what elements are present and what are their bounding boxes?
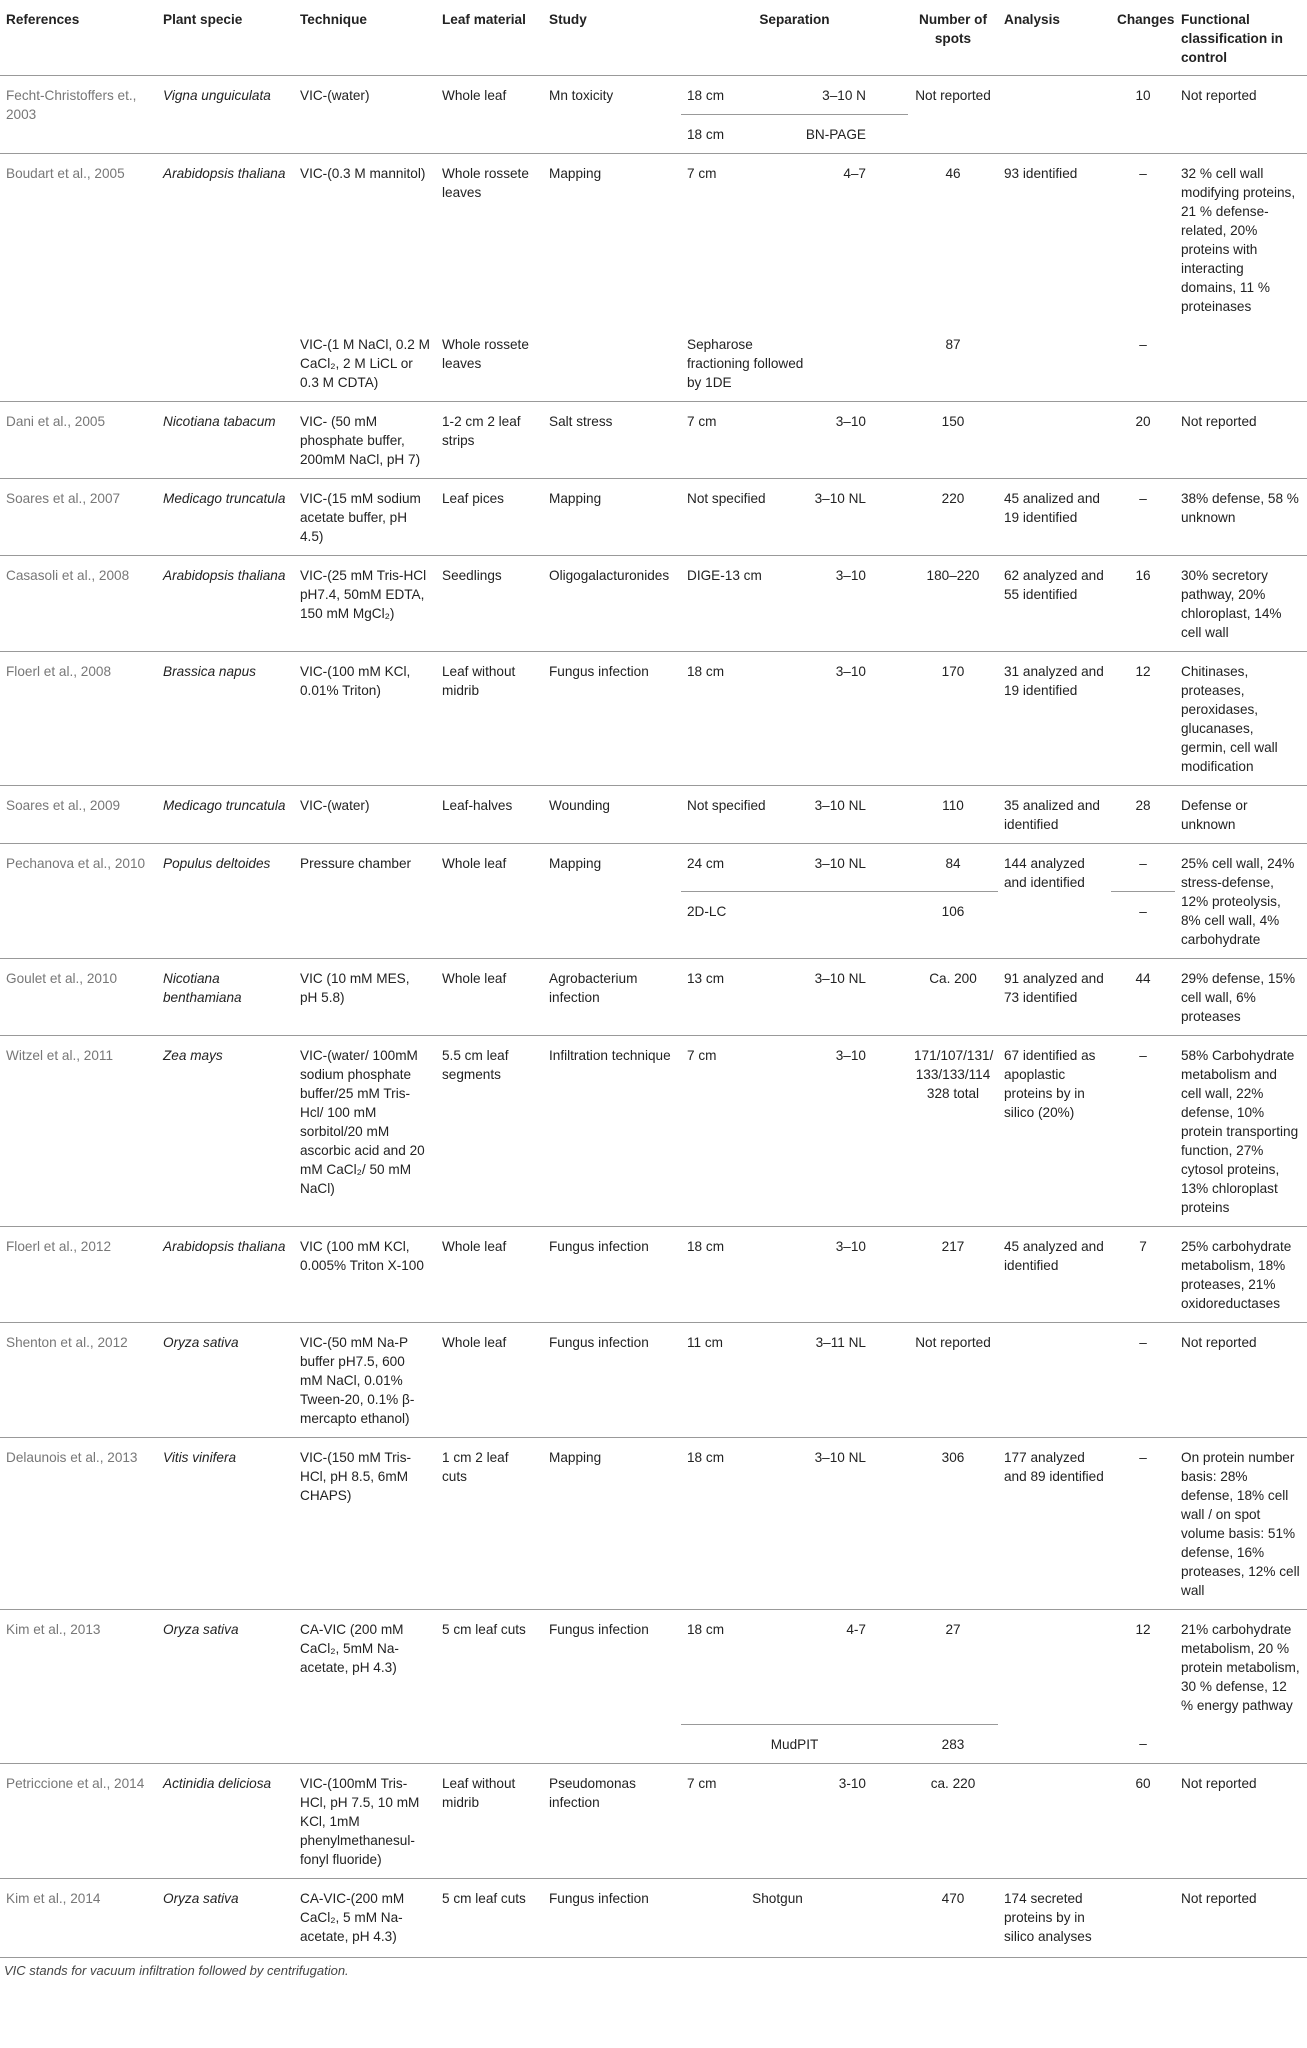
header-spots: Number of spots (908, 0, 998, 76)
technique-cell: VIC-(0.3 M mannitol) (294, 154, 436, 326)
study-cell: Wounding (543, 786, 681, 844)
separation-cell (681, 1610, 908, 1725)
changes-cell: – (1139, 904, 1147, 919)
plant-cell: Oryza sativa (157, 1878, 294, 1955)
spots-cell: 27 (908, 1610, 998, 1725)
spots-cell: 87 (945, 337, 961, 352)
spots-cell: ca. 220 (908, 1763, 998, 1878)
separation-length: Not specified (687, 798, 766, 813)
separation-range: 3–10 (835, 568, 866, 583)
leaf-cell: 5 cm leaf cuts (436, 1878, 543, 1955)
analysis-cell (998, 1610, 1111, 1764)
leaf-cell: Whole leaf (436, 1227, 543, 1323)
table-row (0, 844, 1307, 892)
changes-cell: – (1111, 154, 1175, 326)
plant-cell: Medicago truncatula (157, 479, 294, 556)
table-row (0, 402, 1307, 479)
plant-cell: Populus deltoides (157, 844, 294, 959)
reference-cell: Pechanova et al., 2010 (0, 844, 157, 959)
functional-cell: 25% cell wall, 24% stress-defense, 12% proteolysis, 8% cell wall, 4% carbohydrate (1175, 844, 1307, 959)
spots-cell: Ca. 200 (908, 959, 998, 1036)
study-cell: Infiltration technique (543, 1036, 681, 1227)
technique-cell: VIC-(100 mM KCl, 0.01% Triton) (294, 652, 436, 786)
plant-cell: Nicotiana benthamiana (157, 959, 294, 1036)
study-cell: Fungus infection (543, 1227, 681, 1323)
spots-cell: 171/107/131/ 133/133/114 328 total (908, 1036, 998, 1227)
technique-cell: VIC-(100mM Tris-HCl, pH 7.5, 10 mM KCl, 1mM phenylmethanesul-fonyl fluoride) (294, 1763, 436, 1878)
functional-cell: Not reported (1175, 1763, 1307, 1878)
separation-range: 3–10 NL (814, 1450, 866, 1465)
header-separation: Separation (681, 0, 908, 76)
table-footnote: VIC stands for vacuum infiltration followed by centrifugation. (4, 1963, 349, 1978)
reference-cell: Floerl et al., 2008 (0, 652, 157, 786)
spots-cell: 110 (908, 786, 998, 844)
leaf-cell: 1 cm 2 leaf cuts (436, 1438, 543, 1610)
separation-length: 11 cm (687, 1335, 724, 1350)
reference-cell: Goulet et al., 2010 (0, 959, 157, 1036)
separation-cell (681, 1036, 908, 1227)
reference-cell: Soares et al., 2009 (0, 786, 157, 844)
separation-cell (681, 1227, 908, 1323)
plant-cell: Nicotiana tabacum (157, 402, 294, 479)
separation-range: 4–7 (843, 166, 866, 181)
spots-cell: 283 (941, 1736, 965, 1752)
changes-cell: 12 (1111, 1610, 1175, 1725)
technique-cell: CA-VIC (200 mM CaCl₂, 5mM Na-acetate, pH 4.3) (294, 1610, 436, 1764)
analysis-cell (998, 76, 1111, 154)
separation-cell (681, 402, 908, 479)
spots-cell: 180–220 (908, 556, 998, 652)
study-cell: Mn toxicity (549, 88, 614, 103)
plant-cell: Brassica napus (157, 652, 294, 786)
plant-cell: Oryza sativa (157, 1610, 294, 1764)
technique-cell: Pressure chamber (294, 844, 436, 959)
table-row (0, 1610, 1307, 1725)
leaf-cell: Seedlings (436, 556, 543, 652)
separation-length: 13 cm (687, 971, 725, 986)
leaf-cell: Leaf pices (436, 479, 543, 556)
leaf-cell: Leaf-halves (436, 786, 543, 844)
separation-length: 18 cm (687, 664, 725, 679)
table-bottom-rule (0, 1957, 1307, 1958)
spots-cell: 470 (908, 1878, 998, 1955)
separation-range: 3–10 NL (814, 971, 866, 986)
technique-cell: VIC-(1 M NaCl, 0.2 M CaCl₂, 2 M LiCL or 0.3 M CDTA) (300, 337, 430, 390)
table-row (0, 154, 1307, 326)
spots-cell: 217 (908, 1227, 998, 1323)
analysis-cell: 35 analized and identified (998, 786, 1111, 844)
leaf-cell: Whole leaf (436, 844, 543, 959)
study-cell: Mapping (543, 844, 681, 959)
separation-cell (681, 479, 908, 556)
leaf-cell: Whole leaf (436, 959, 543, 1036)
reference-cell: Casasoli et al., 2008 (0, 556, 157, 652)
analysis-cell: 91 analyzed and 73 identified (998, 959, 1111, 1036)
separation-range: 4-7 (846, 1622, 866, 1637)
functional-cell: 38% defense, 58 % unknown (1175, 479, 1307, 556)
table-row (0, 1227, 1307, 1323)
plant-cell: Arabidopsis thaliana (157, 154, 294, 402)
separation-range: 3–10 (835, 1048, 866, 1063)
separation-method: BN-PAGE (805, 127, 866, 142)
separation-cell: 2D-LC (687, 904, 727, 919)
functional-cell: 32 % cell wall modifying proteins, 21 % defense-related, 20% proteins with interacting domains, 11 % proteinases (1175, 154, 1307, 326)
reference-cell: Soares et al., 2007 (0, 479, 157, 556)
spots-cell: 106 (941, 904, 965, 919)
functional-cell: 58% Carbohydrate metabolism and cell wall, 22% defense, 10% protein transporting function, 27% cytosol proteins, 13% chloroplast proteins (1175, 1036, 1307, 1227)
technique-cell: VIC-(150 mM Tris-HCl, pH 8.5, 6mM CHAPS) (294, 1438, 436, 1610)
reference-cell: Delaunois et al., 2013 (0, 1438, 157, 1610)
separation-range: 3–10 (835, 1239, 866, 1254)
reference-cell: Petriccione et al., 2014 (0, 1763, 157, 1878)
analysis-cell: 45 analyzed and identified (998, 1227, 1111, 1323)
spots-cell: 306 (908, 1438, 998, 1610)
technique-cell: VIC (10 mM MES, pH 5.8) (294, 959, 436, 1036)
analysis-cell (998, 1763, 1111, 1878)
header-references: References (0, 0, 157, 76)
separation-range: 3–10 (835, 414, 866, 429)
changes-cell: – (1111, 1438, 1175, 1610)
spots-cell: 46 (908, 154, 998, 326)
separation-cell (681, 844, 908, 892)
table-row (0, 652, 1307, 786)
separation-length: 7 cm (687, 1048, 717, 1063)
leaf-cell: 5.5 cm leaf segments (436, 1036, 543, 1227)
leaf-cell: Whole rossete leaves (436, 154, 543, 326)
table-row (0, 556, 1307, 652)
separation-length: 7 cm (687, 166, 717, 181)
functional-cell: 21% carbohydrate metabolism, 20 % protein metabolism, 30 % defense, 12 % energy pathway (1175, 1610, 1307, 1725)
table-row (0, 1878, 1307, 1955)
table-row (0, 1438, 1307, 1610)
leaf-cell: Whole rossete leaves (442, 337, 529, 371)
plant-cell: Arabidopsis thaliana (157, 1227, 294, 1323)
separation-length: 24 cm (687, 856, 725, 871)
spots-cell: Not reported (908, 1323, 998, 1438)
technique-cell: VIC (100 mM KCl, 0.005% Triton X-100 (294, 1227, 436, 1323)
analysis-cell (998, 1323, 1111, 1438)
changes-cell: – (1111, 479, 1175, 556)
header-row (0, 0, 1307, 76)
plant-cell: Zea mays (157, 1036, 294, 1227)
functional-cell: 30% secretory pathway, 20% chloroplast, 14% cell wall (1175, 556, 1307, 652)
changes-cell: 10 (1135, 88, 1151, 103)
changes-cell: 60 (1111, 1763, 1175, 1878)
study-cell: Pseudomonas infection (543, 1763, 681, 1878)
separation-range: 3–10 NL (814, 491, 866, 506)
functional-cell: Defense or unknown (1175, 786, 1307, 844)
technique-cell: VIC-(50 mM Na-P buffer pH7.5, 600 mM NaCl, 0.01% Tween-20, 0.1% β-mercapto ethanol) (294, 1323, 436, 1438)
analysis-cell (998, 402, 1111, 479)
functional-cell: 25% carbohydrate metabolism, 18% proteases, 21% oxidoreductases (1175, 1227, 1307, 1323)
table-row (0, 1763, 1307, 1878)
study-cell: Fungus infection (543, 1610, 681, 1764)
study-cell: Agrobacterium infection (543, 959, 681, 1036)
study-cell: Oligogalacturonides (543, 556, 681, 652)
analysis-cell: 31 analyzed and 19 identified (998, 652, 1111, 786)
separation-range: 3–10 NL (814, 856, 866, 871)
changes-cell: – (1139, 337, 1147, 352)
functional-cell: Not reported (1181, 88, 1257, 103)
table-row (0, 76, 1307, 115)
spots-cell: 170 (908, 652, 998, 786)
changes-cell (1111, 1878, 1175, 1955)
separation-cell (681, 115, 908, 154)
changes-cell: – (1111, 1323, 1175, 1438)
study-cell: Fungus infection (543, 652, 681, 786)
study-cell: Mapping (543, 479, 681, 556)
separation-length: 18 cm (687, 1450, 725, 1465)
leaf-cell: Whole leaf (436, 1323, 543, 1438)
analysis-cell: 144 analyzed and identified (998, 844, 1111, 959)
plant-cell: Oryza sativa (157, 1323, 294, 1438)
header-changes: Changes (1111, 0, 1175, 76)
separation-cell (681, 1438, 908, 1610)
analysis-cell: 174 secreted proteins by in silico analyses (998, 1878, 1111, 1955)
separation-cell (681, 1323, 908, 1438)
changes-cell: 7 (1111, 1227, 1175, 1323)
analysis-cell: 177 analyzed and 89 identified (998, 1438, 1111, 1610)
analysis-cell: 45 analized and 19 identified (998, 479, 1111, 556)
plant-cell: Actinidia deliciosa (157, 1763, 294, 1878)
technique-cell: VIC-(water/ 100mM sodium phosphate buffer/25 mM Tris-Hcl/ 100 mM sorbitol/20 mM ascorbic acid and 20 mM CaCl₂/ 50 mM NaCl) (294, 1036, 436, 1227)
technique-cell: CA-VIC-(200 mM CaCl₂, 5 mM Na-acetate, pH 4.3) (294, 1878, 436, 1955)
reference-cell: Shenton et al., 2012 (0, 1323, 157, 1438)
separation-length: 7 cm (687, 414, 717, 429)
separation-length: 18 cm (687, 1239, 725, 1254)
spots-cell: Not reported (915, 88, 991, 103)
plant-cell: Vigna unguiculata (163, 88, 271, 103)
leaf-cell: Leaf without midrib (436, 652, 543, 786)
header-study: Study (543, 0, 681, 76)
separation-cell: Shotgun (681, 1878, 908, 1955)
separation-length: 18 cm (687, 1622, 725, 1637)
reference-cell: Floerl et al., 2012 (0, 1227, 157, 1323)
functional-cell: Not reported (1175, 402, 1307, 479)
table-row (0, 1036, 1307, 1227)
study-cell: Fungus infection (543, 1323, 681, 1438)
separation-cell (681, 556, 908, 652)
header-leaf-material: Leaf material (436, 0, 543, 76)
technique-cell: VIC- (50 mM phosphate buffer, 200mM NaCl, pH 7) (294, 402, 436, 479)
separation-length: Not specified (687, 491, 766, 506)
separation-range: 3–11 NL (815, 1335, 866, 1350)
functional-cell (1175, 1724, 1307, 1763)
separation-length: 18 cm (687, 127, 725, 142)
plant-cell: Arabidopsis thaliana (157, 556, 294, 652)
reference-cell: Dani et al., 2005 (0, 402, 157, 479)
changes-cell: 16 (1111, 556, 1175, 652)
functional-cell (1175, 325, 1307, 402)
reference-cell: Kim et al., 2014 (0, 1878, 157, 1955)
separation-cell (681, 154, 908, 326)
reference-cell: Witzel et al., 2011 (0, 1036, 157, 1227)
plant-cell: Medicago truncatula (157, 786, 294, 844)
changes-cell: – (1111, 844, 1175, 892)
analysis-cell: 67 identified as apoplastic proteins by in silico (20%) (998, 1036, 1111, 1227)
leaf-cell: 1-2 cm 2 leaf strips (436, 402, 543, 479)
separation-range: 3–10 N (822, 88, 866, 103)
analysis-cell: 62 analyzed and 55 identified (998, 556, 1111, 652)
separation-cell (681, 786, 908, 844)
header-technique: Technique (294, 0, 436, 76)
changes-cell: 28 (1111, 786, 1175, 844)
functional-cell: On protein number basis: 28% defense, 18% cell wall / on spot volume basis: 51% defense, 16% proteases, 12% cell wall (1175, 1438, 1307, 1610)
analysis-cell: 93 identified (998, 154, 1111, 402)
technique-cell: VIC-(25 mM Tris-HCl pH7.4, 50mM EDTA, 150 mM MgCl₂) (294, 556, 436, 652)
header-plant: Plant specie (157, 0, 294, 76)
separation-cell (681, 76, 908, 115)
leaf-cell: 5 cm leaf cuts (436, 1610, 543, 1764)
spots-cell: 84 (908, 844, 998, 892)
technique-cell: VIC-(15 mM sodium acetate buffer, pH 4.5) (294, 479, 436, 556)
separation-cell (681, 652, 908, 786)
changes-cell: 12 (1111, 652, 1175, 786)
study-cell: Fungus infection (543, 1878, 681, 1955)
study-cell: Salt stress (543, 402, 681, 479)
changes-cell: – (1139, 1736, 1147, 1751)
plant-cell: Vitis vinifera (157, 1438, 294, 1610)
study-cell: Mapping (543, 154, 681, 402)
table-row (0, 479, 1307, 556)
separation-length: 18 cm (687, 88, 725, 103)
technique-cell: VIC-(water) (294, 786, 436, 844)
study-cell: Mapping (543, 1438, 681, 1610)
header-analysis: Analysis (998, 0, 1111, 76)
changes-cell: 44 (1111, 959, 1175, 1036)
separation-range: 3–10 NL (814, 798, 866, 813)
table-row (0, 786, 1307, 844)
separation-length: 7 cm (687, 1775, 717, 1791)
separation-range: 3–10 (835, 664, 866, 679)
leaf-cell: Leaf without midrib (436, 1763, 543, 1878)
functional-cell: Not reported (1175, 1323, 1307, 1438)
functional-cell: Not reported (1175, 1878, 1307, 1955)
reference-cell: Kim et al., 2013 (0, 1610, 157, 1764)
header-functional: Functional classification in control (1175, 0, 1307, 76)
changes-cell: 20 (1111, 402, 1175, 479)
leaf-cell: Whole leaf (442, 88, 507, 103)
table-row (0, 959, 1307, 1036)
table-row (0, 1323, 1307, 1438)
functional-cell: Chitinases, proteases, peroxidases, glucanases, germin, cell wall modification (1175, 652, 1307, 786)
separation-cell: Sepharose fractioning followed by 1DE (687, 337, 804, 390)
spots-cell: 220 (908, 479, 998, 556)
functional-cell: 29% defense, 15% cell wall, 6% proteases (1175, 959, 1307, 1036)
separation-range: 3-10 (838, 1775, 866, 1791)
technique-cell: VIC-(water) (300, 88, 370, 103)
reference-cell: Fecht-Christoffers et., 2003 (6, 88, 137, 122)
separation-length: DIGE-13 cm (687, 568, 762, 583)
separation-cell (681, 959, 908, 1036)
reference-cell: Boudart et al., 2005 (0, 154, 157, 402)
spots-cell: 150 (908, 402, 998, 479)
separation-cell: MudPIT (770, 1736, 819, 1752)
separation-cell (681, 1763, 908, 1878)
changes-cell: – (1111, 1036, 1175, 1227)
